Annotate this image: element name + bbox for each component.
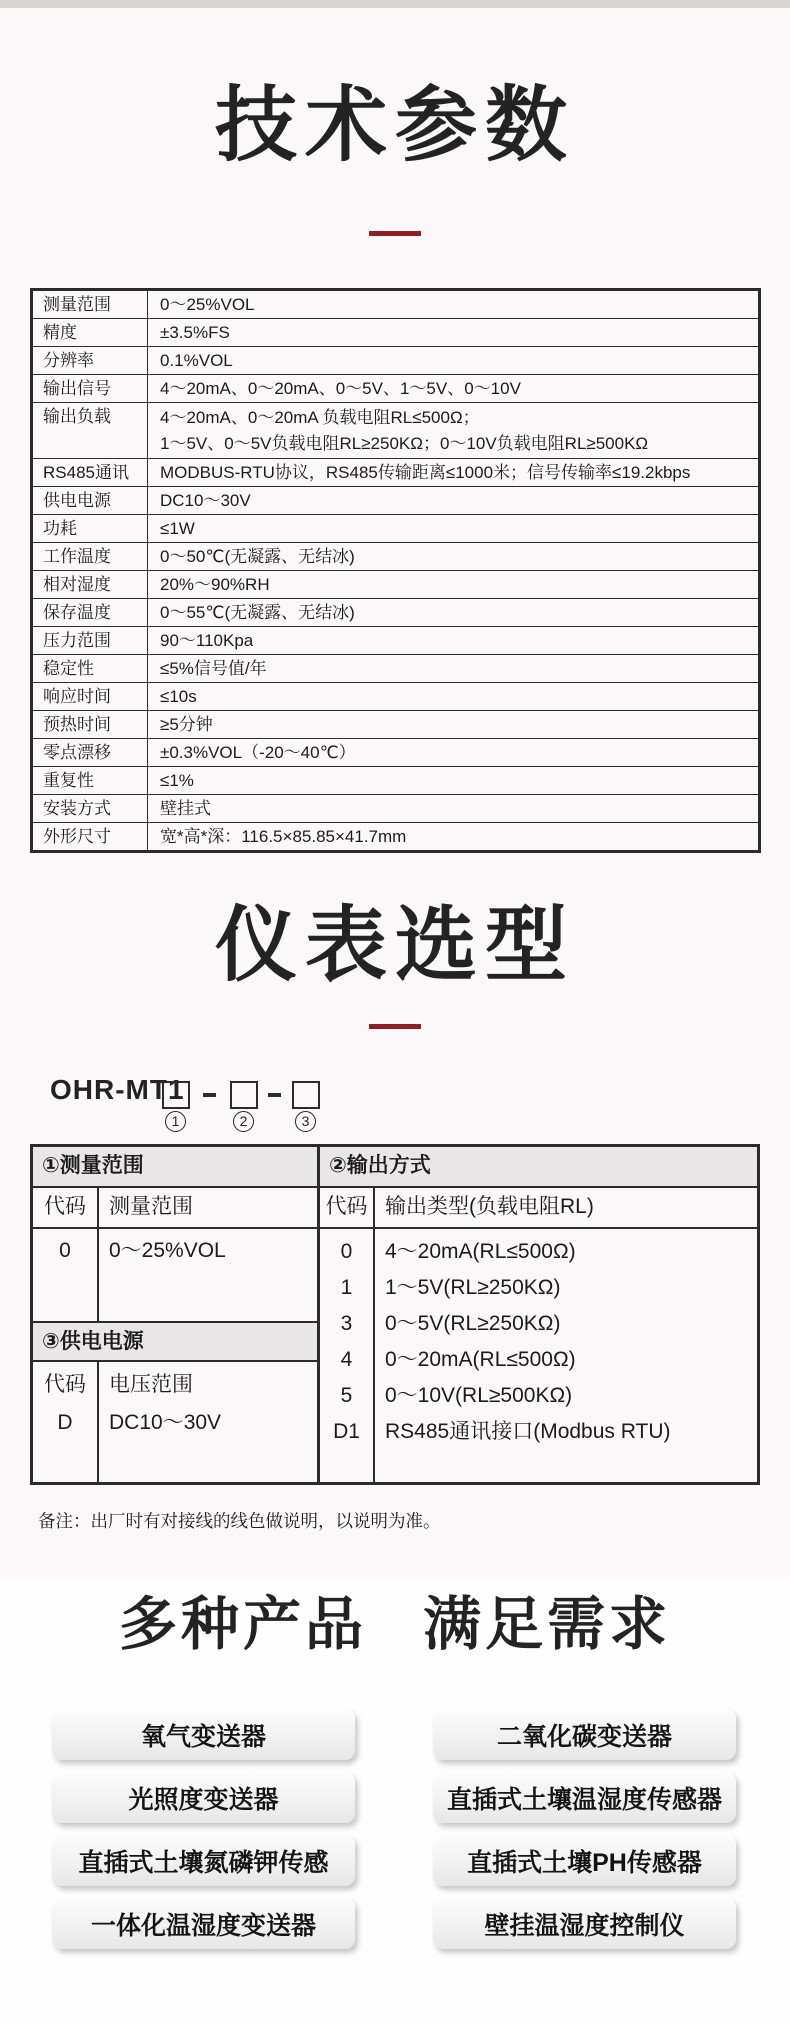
selection-table-left-panel (33, 1147, 320, 1482)
spec-value: 壁挂式 (148, 795, 760, 823)
spec-label: 重复性 (32, 767, 148, 795)
spec-row (32, 795, 760, 823)
products-heading-left: 多种产品 (118, 1592, 367, 1657)
spec-label: 分辨率 (32, 347, 148, 375)
products-heading (0, 1590, 790, 1660)
product-button-left-1[interactable]: 氧气变送器 (52, 1709, 355, 1760)
spec-row (32, 515, 760, 543)
spec-label: 响应时间 (32, 683, 148, 711)
remark-note: 备注：出厂时有对接线的线色做说明，以说明为准。 (38, 1511, 441, 1531)
spec-row (32, 375, 760, 403)
spec-label: 输出负载 (32, 403, 148, 459)
output-header: ②输出方式 (320, 1147, 757, 1188)
spec-value: 0～25%VOL (148, 290, 760, 319)
spec-label: 外形尺寸 (32, 823, 148, 852)
position-marker-3: 3 (295, 1111, 316, 1132)
spec-label: 功耗 (32, 515, 148, 543)
spec-label: 预热时间 (32, 711, 148, 739)
code-column (33, 1229, 99, 1321)
value-cell: 0～5V(RL≥250KΩ) (385, 1312, 561, 1335)
spec-value: 宽*高*深：116.5×85.85×41.7mm (148, 823, 760, 852)
spec-value: ≤1W (148, 515, 760, 543)
spec-label: 工作温度 (32, 543, 148, 571)
selection-title-underline (369, 1024, 421, 1029)
spec-table (30, 288, 761, 853)
value-column (99, 1362, 317, 1482)
selection-table-right-panel (320, 1147, 757, 1482)
spec-value: 0.1%VOL (148, 347, 760, 375)
value-cell: 0～20mA(RL≤500Ω) (385, 1348, 576, 1371)
value-cell: RS485通讯接口(Modbus RTU) (385, 1420, 671, 1443)
spec-row (32, 767, 760, 795)
code-column (320, 1229, 375, 1482)
spec-row (32, 599, 760, 627)
value-column (99, 1229, 317, 1321)
product-button-right-3[interactable]: 直插式土壤PH传感器 (433, 1835, 736, 1886)
spec-row (32, 347, 760, 375)
spec-value: ≥5分钟 (148, 711, 760, 739)
range-subheader-row (33, 1188, 317, 1229)
output-code-column-header: 代码 (320, 1188, 375, 1227)
spec-value: ≤5%信号值/年 (148, 655, 760, 683)
spec-label: 精度 (32, 319, 148, 347)
spec-value: 90～110Kpa (148, 627, 760, 655)
code-cell: 0 (59, 1239, 71, 1262)
spec-label: RS485通讯 (32, 459, 148, 487)
spec-row (32, 627, 760, 655)
output-value-column-header: 输出类型(负载电阻RL) (385, 1195, 594, 1218)
spec-label: 测量范围 (32, 290, 148, 319)
code-cell: 1 (340, 1276, 353, 1299)
spec-row (32, 403, 760, 459)
spec-label: 保存温度 (32, 599, 148, 627)
position-marker-1: 1 (165, 1111, 186, 1132)
range-values (33, 1229, 317, 1321)
product-button-left-4[interactable]: 一体化温湿度变送器 (52, 1898, 355, 1949)
model-dash-2 (268, 1093, 281, 1097)
top-divider-bar (0, 0, 790, 8)
spec-value: 4～20mA、0～20mA、0～5V、1～5V、0～10V (148, 375, 760, 403)
spec-row (32, 683, 760, 711)
code-cell: D (57, 1411, 73, 1434)
value-cell: 4～20mA(RL≤500Ω) (385, 1240, 576, 1263)
code-cell: 3 (340, 1312, 353, 1335)
spec-label: 相对湿度 (32, 571, 148, 599)
spec-value: DC10～30V (148, 487, 760, 515)
spec-row (32, 290, 760, 319)
spec-row (32, 711, 760, 739)
value-cell: DC10～30V (109, 1411, 222, 1434)
spec-label: 零点漂移 (32, 739, 148, 767)
product-button-right-1[interactable]: 二氧化碳变送器 (433, 1709, 736, 1760)
value-cell: 0～25%VOL (109, 1239, 226, 1262)
product-button-left-3[interactable]: 直插式土壤氮磷钾传感 (52, 1835, 355, 1886)
spec-row (32, 459, 760, 487)
spec-label: 压力范围 (32, 627, 148, 655)
code-cell: D1 (333, 1420, 360, 1443)
model-code-box-2 (230, 1081, 258, 1109)
power-header: ③供电电源 (33, 1321, 317, 1362)
products-heading-right: 满足需求 (423, 1592, 672, 1657)
spec-value: 0～55℃(无凝露、无结冰) (148, 599, 760, 627)
position-marker-2: 2 (233, 1111, 254, 1132)
spec-value: 0～50℃(无凝露、无结冰) (148, 543, 760, 571)
spec-row (32, 543, 760, 571)
tech-section-title: 技术参数 (214, 80, 575, 171)
spec-row (32, 319, 760, 347)
spec-value: MODBUS-RTU协议，RS485传输距离≤1000米；信号传输率≤19.2kbps (148, 459, 760, 487)
spec-value: 4～20mA、0～20mA 负载电阻RL≤500Ω； 1～5V、0～5V负载电阻RL≥250KΩ；0～10V负载电阻RL≥500KΩ (148, 403, 760, 459)
model-prefix: OHR-MT1 (50, 1074, 185, 1105)
spec-label: 供电电源 (32, 487, 148, 515)
value-cell: 1～5V(RL≥250KΩ) (385, 1276, 561, 1299)
spec-row (32, 655, 760, 683)
product-button-right-4[interactable]: 壁挂温湿度控制仪 (433, 1898, 736, 1949)
selection-section-title: 仪表选型 (214, 900, 575, 991)
spec-row (32, 823, 760, 852)
value-column (375, 1229, 757, 1482)
spec-value: ±3.5%FS (148, 319, 760, 347)
spec-label: 稳定性 (32, 655, 148, 683)
selection-table (30, 1144, 760, 1485)
code-cell: 5 (340, 1384, 353, 1407)
spec-value: ≤1% (148, 767, 760, 795)
range-value-column-header: 测量范围 (109, 1195, 193, 1218)
model-code-box-1 (162, 1081, 190, 1109)
power-values (33, 1362, 317, 1482)
code-column (33, 1362, 99, 1482)
tech-title-underline (369, 231, 421, 236)
product-button-left-2[interactable]: 光照度变送器 (52, 1772, 355, 1823)
spec-value: ≤10s (148, 683, 760, 711)
output-subheader-row (320, 1188, 757, 1229)
output-values (320, 1229, 757, 1482)
value-cell: 0～10V(RL≥500KΩ) (385, 1384, 573, 1407)
spec-label: 安装方式 (32, 795, 148, 823)
range-header: ①测量范围 (33, 1147, 317, 1188)
code-cell: 4 (340, 1348, 353, 1371)
spec-row (32, 487, 760, 515)
value-cell: 电压范围 (109, 1373, 193, 1396)
code-cell: 0 (340, 1240, 353, 1263)
product-button-right-2[interactable]: 直插式土壤温湿度传感器 (433, 1772, 736, 1823)
spec-label: 输出信号 (32, 375, 148, 403)
range-code-column-header: 代码 (33, 1188, 99, 1227)
spec-value: 20%～90%RH (148, 571, 760, 599)
spec-value: ±0.3%VOL（-20～40℃） (148, 739, 760, 767)
model-code-box-3 (292, 1081, 320, 1109)
code-cell: 代码 (44, 1373, 86, 1396)
model-dash-1 (203, 1093, 216, 1097)
spec-row (32, 571, 760, 599)
spec-row (32, 739, 760, 767)
